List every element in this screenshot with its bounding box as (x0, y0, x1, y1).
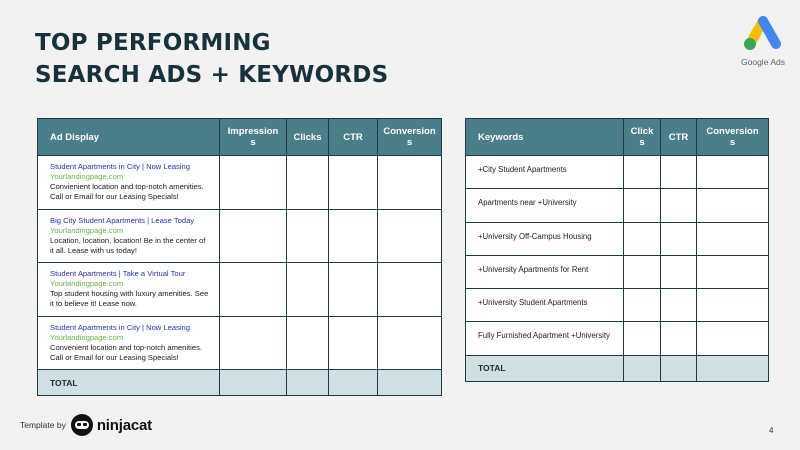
impressions-cell[interactable] (220, 156, 287, 210)
page-title-line-1: TOP PERFORMING (35, 30, 271, 56)
col-header-ad-display (38, 119, 220, 156)
ads-performance-table (37, 118, 442, 396)
table-header-row (466, 119, 769, 156)
total-conversions-cell[interactable] (378, 370, 442, 396)
col-header-ctr (329, 119, 378, 156)
ad-url: Yourlandingpage.com (50, 279, 124, 289)
ctr-cell[interactable] (329, 263, 378, 317)
col-header-keywords (466, 119, 624, 156)
ninjacat-logo-icon (71, 414, 93, 436)
ad-display-cell (38, 156, 220, 210)
ctr-cell[interactable] (329, 156, 378, 210)
impressions-cell[interactable] (220, 316, 287, 370)
keyword-cell: Apartments near +University (466, 189, 624, 222)
conversions-cell[interactable] (697, 222, 769, 255)
conversions-cell[interactable] (378, 263, 442, 317)
col-header-clicks (624, 119, 661, 156)
total-label: TOTAL (38, 370, 220, 396)
conversions-cell[interactable] (697, 255, 769, 288)
table-header-row (38, 119, 442, 156)
google-ads-label: Google Ads (741, 57, 785, 67)
col-header-clicks (287, 119, 329, 156)
table-row (466, 156, 769, 189)
table-row (38, 209, 442, 263)
keywords-performance-table (465, 118, 769, 382)
total-conversions-cell[interactable] (697, 355, 769, 381)
impressions-cell[interactable] (220, 263, 287, 317)
page-title-line-2: SEARCH ADS + KEYWORDS (35, 62, 389, 88)
ad-headline: Big City Student Apartments | Lease Today (50, 215, 195, 225)
col-header-label: Conversion (706, 126, 759, 137)
clicks-cell[interactable] (287, 316, 329, 370)
page-number: 4 (769, 426, 774, 435)
ctr-cell[interactable] (329, 209, 378, 263)
keyword-cell: +University Apartments for Rent (466, 255, 624, 288)
col-header-conversions (697, 119, 769, 156)
total-clicks-cell[interactable] (287, 370, 329, 396)
col-header-label: Click (630, 126, 654, 137)
ninjacat-eye-left (77, 423, 81, 426)
total-ctr-cell[interactable] (329, 370, 378, 396)
table-row (38, 156, 442, 210)
total-impressions-cell[interactable] (220, 370, 287, 396)
ninjacat-eye-right (83, 423, 87, 426)
keyword-cell: +City Student Apartments (466, 156, 624, 189)
col-header-ctr (661, 119, 697, 156)
impressions-cell[interactable] (220, 209, 287, 263)
ctr-cell[interactable] (661, 322, 697, 355)
total-ctr-cell[interactable] (661, 355, 697, 381)
table-row (38, 263, 442, 317)
ad-display-cell (38, 263, 220, 317)
conversions-cell[interactable] (697, 322, 769, 355)
col-header-label-wrap: s (250, 137, 256, 148)
total-row (38, 370, 442, 396)
table-row (466, 189, 769, 222)
ad-headline: Student Apartments | Take a Virtual Tour (50, 269, 186, 279)
footer-branding (20, 412, 152, 438)
ctr-cell[interactable] (661, 255, 697, 288)
table-row (38, 316, 442, 370)
conversions-cell[interactable] (378, 156, 442, 210)
keyword-cell: +University Off-Campus Housing (466, 222, 624, 255)
conversions-cell[interactable] (697, 289, 769, 322)
ctr-cell[interactable] (661, 289, 697, 322)
ad-display-cell (38, 316, 220, 370)
google-ads-icon (741, 12, 785, 52)
col-header-label: CTR (668, 131, 689, 143)
conversions-cell[interactable] (697, 189, 769, 222)
ad-description: Top student housing with luxury amenities. See it to believe it! Lease now. (50, 289, 209, 309)
conversions-cell[interactable] (697, 156, 769, 189)
col-header-impressions (220, 119, 287, 156)
total-row (466, 355, 769, 381)
col-header-label-wrap: s (729, 137, 736, 148)
clicks-cell[interactable] (287, 209, 329, 263)
col-header-label: CTR (343, 131, 363, 143)
ad-url: Yourlandingpage.com (50, 172, 124, 182)
ninjacat-brand-name: ninjacat (96, 416, 152, 434)
conversions-cell[interactable] (378, 209, 442, 263)
page-title (35, 27, 388, 91)
ad-display-cell (38, 209, 220, 263)
clicks-cell[interactable] (624, 322, 661, 355)
col-header-label: Ad Display (50, 131, 100, 143)
template-by-label: Template by (20, 420, 66, 430)
col-header-label: Clicks (293, 131, 322, 143)
col-header-label-wrap: s (639, 137, 645, 148)
total-label: TOTAL (466, 355, 624, 381)
ctr-cell[interactable] (329, 316, 378, 370)
col-header-conversions (378, 119, 442, 156)
col-header-label-wrap: s (406, 137, 413, 148)
keyword-cell: Fully Furnished Apartment +University (466, 322, 624, 355)
clicks-cell[interactable] (624, 156, 661, 189)
ad-url: Yourlandingpage.com (50, 225, 124, 235)
table-row (466, 222, 769, 255)
clicks-cell[interactable] (624, 255, 661, 288)
table-row (466, 322, 769, 355)
col-header-label: Impression (227, 126, 279, 137)
ad-description: Convienient location and top-notch amenities. Call or Email for our Leasing Specials! (50, 182, 204, 202)
col-header-label: Conversion (383, 126, 436, 137)
keyword-cell: +University Student Apartments (466, 289, 624, 322)
ctr-cell[interactable] (661, 156, 697, 189)
clicks-cell[interactable] (287, 156, 329, 210)
table-row (466, 289, 769, 322)
clicks-cell[interactable] (287, 263, 329, 317)
table-row (466, 255, 769, 288)
ad-headline: Student Apartments in City | Now Leasing (50, 322, 190, 332)
ad-description: Convenient location and top-notch amenities. Call or Email for our Leasing Specials! (50, 342, 202, 362)
clicks-cell[interactable] (624, 222, 661, 255)
clicks-cell[interactable] (624, 189, 661, 222)
conversions-cell[interactable] (378, 316, 442, 370)
ad-headline: Student Apartments in City | Now Leasing (50, 162, 190, 172)
total-clicks-cell[interactable] (624, 355, 661, 381)
ctr-cell[interactable] (661, 189, 697, 222)
ad-description: Location, location, location! Be in the center of it all. Lease with us today! (50, 235, 206, 255)
clicks-cell[interactable] (624, 289, 661, 322)
ad-url: Yourlandingpage.com (50, 332, 124, 342)
ctr-cell[interactable] (661, 222, 697, 255)
google-ads-logo (735, 12, 791, 70)
col-header-label: Keywords (478, 131, 524, 143)
